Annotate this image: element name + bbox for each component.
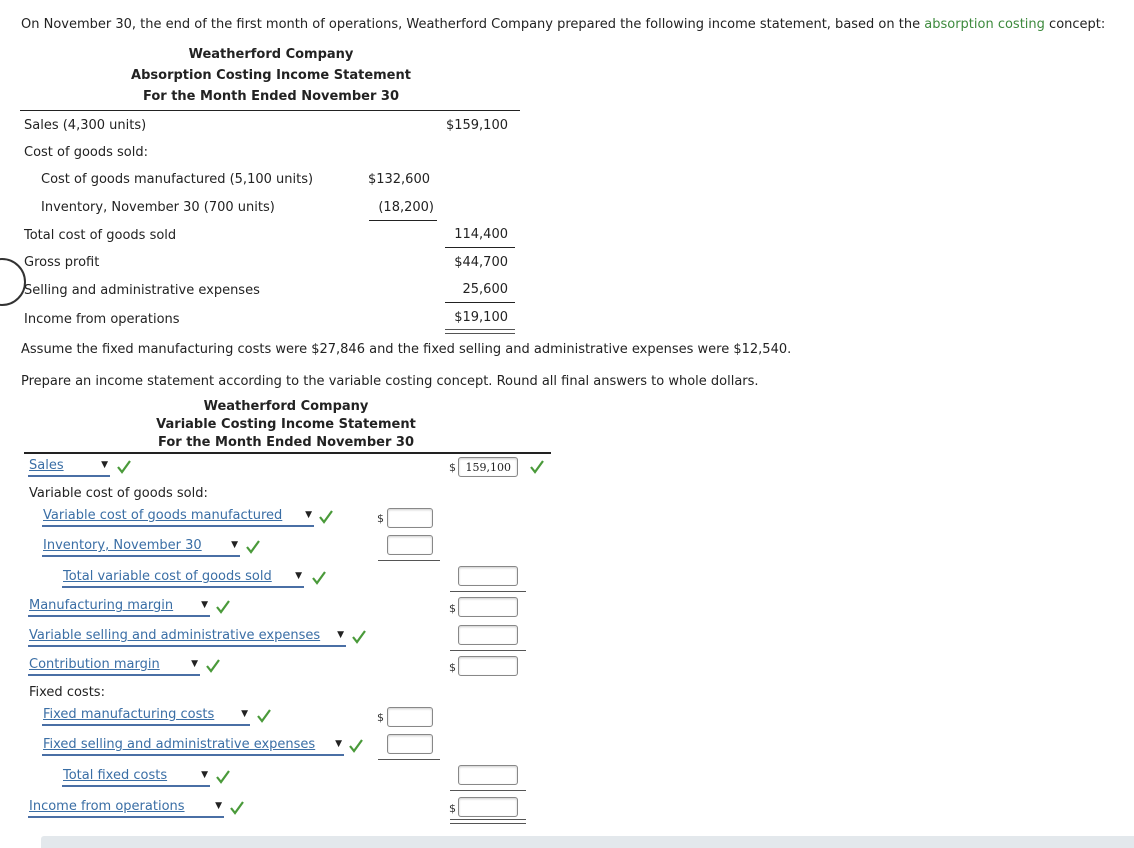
fixed-mfg-input[interactable] bbox=[387, 707, 433, 727]
var-sa-input[interactable] bbox=[458, 625, 518, 645]
currency-symbol: $ bbox=[449, 661, 456, 674]
fixed-sa-input[interactable] bbox=[387, 734, 433, 754]
chevron-down-icon: ▼ bbox=[101, 460, 108, 470]
contribution-input[interactable] bbox=[458, 656, 518, 676]
checkmark-icon bbox=[215, 769, 231, 785]
sales-input[interactable]: 159,100 bbox=[458, 457, 518, 477]
total-fixed-dropdown[interactable] bbox=[62, 769, 210, 787]
var-title-period: For the Month Ended November 30 bbox=[157, 435, 415, 450]
abs-title-statement: Absorption Costing Income Statement bbox=[131, 68, 411, 83]
total-vcogs-dropdown-label: Total variable cost of goods sold bbox=[63, 569, 272, 584]
sales-dropdown[interactable] bbox=[28, 459, 110, 477]
currency-symbol: $ bbox=[449, 602, 456, 615]
checkmark-icon bbox=[245, 539, 261, 555]
checkmark-icon bbox=[318, 509, 334, 525]
vcogs-heading: Variable cost of goods sold: bbox=[29, 486, 208, 501]
abs-double-rule bbox=[445, 329, 515, 334]
chevron-down-icon: ▼ bbox=[305, 510, 312, 520]
prepare-text: Prepare an income statement according to the variable costing concept. Round all final answers to whole dollars. bbox=[21, 374, 759, 389]
chevron-down-icon: ▼ bbox=[201, 770, 208, 780]
checkmark-icon bbox=[351, 629, 367, 645]
subtotal-rule bbox=[450, 790, 526, 791]
total-vcogs-input[interactable] bbox=[458, 566, 518, 586]
abs-col2-rule bbox=[445, 302, 515, 303]
abs-row-label: Cost of goods manufactured (5,100 units) bbox=[41, 172, 314, 187]
intro-text bbox=[21, 17, 1105, 32]
partial-circle-decoration bbox=[0, 258, 26, 306]
currency-symbol: $ bbox=[377, 711, 384, 724]
fixed-mfg-dropdown[interactable] bbox=[42, 708, 250, 726]
abs-title-period: For the Month Ended November 30 bbox=[142, 89, 400, 104]
income-dropdown[interactable] bbox=[28, 800, 224, 818]
final-double-rule bbox=[450, 819, 526, 824]
intro-before: On November 30, the end of the first month of operations, Weatherford Company prepared the following income statement, based on the bbox=[21, 17, 921, 32]
subtotal-rule bbox=[450, 591, 526, 592]
abs-row-label: Sales (4,300 units) bbox=[24, 118, 147, 133]
abs-row-label: Gross profit bbox=[24, 255, 100, 270]
chevron-down-icon: ▼ bbox=[231, 540, 238, 550]
checkmark-icon bbox=[229, 800, 245, 816]
mfg-margin-dropdown[interactable] bbox=[28, 599, 210, 617]
checkmark-icon bbox=[116, 459, 132, 475]
contribution-dropdown[interactable] bbox=[28, 658, 200, 676]
abs-row-label: Cost of goods sold: bbox=[24, 145, 148, 160]
abs-row-col2: $19,100 bbox=[454, 310, 508, 325]
vcgm-input[interactable] bbox=[387, 508, 433, 528]
chevron-down-icon: ▼ bbox=[201, 600, 208, 610]
inventory-dropdown[interactable] bbox=[42, 539, 240, 557]
chevron-down-icon: ▼ bbox=[295, 571, 302, 581]
income-dropdown-label: Income from operations bbox=[29, 799, 185, 814]
checkmark-icon bbox=[256, 708, 272, 724]
abs-header-rule bbox=[20, 110, 520, 111]
abs-row-col2: $44,700 bbox=[454, 255, 508, 270]
abs-row-col2: 114,400 bbox=[454, 227, 508, 242]
absorption-costing-link[interactable]: absorption costing bbox=[924, 17, 1045, 32]
chevron-down-icon: ▼ bbox=[337, 630, 344, 640]
subtotal-rule bbox=[450, 650, 526, 651]
vcgm-dropdown-label: Variable cost of goods manufactured bbox=[43, 508, 283, 523]
currency-symbol: $ bbox=[377, 512, 384, 525]
abs-row-label: Selling and administrative expenses bbox=[24, 283, 260, 298]
var-title-statement: Variable Costing Income Statement bbox=[156, 417, 416, 432]
total-fixed-input[interactable] bbox=[458, 765, 518, 785]
abs-row-col1: $132,600 bbox=[367, 172, 430, 187]
abs-row-label: Inventory, November 30 (700 units) bbox=[41, 200, 275, 215]
checkmark-icon bbox=[205, 658, 221, 674]
intro-after: concept: bbox=[1049, 17, 1106, 32]
assume-text: Assume the fixed manufacturing costs were $27,846 and the fixed selling and administrative expenses were $12,540. bbox=[21, 342, 792, 357]
currency-symbol: $ bbox=[449, 802, 456, 815]
abs-row-col1: (18,200) bbox=[378, 200, 434, 215]
checkmark-icon bbox=[311, 570, 327, 586]
var-title-company: Weatherford Company bbox=[203, 399, 369, 414]
abs-row-col2: 25,600 bbox=[462, 282, 508, 297]
bottom-panel bbox=[41, 836, 1134, 848]
abs-title-company: Weatherford Company bbox=[188, 47, 354, 62]
chevron-down-icon: ▼ bbox=[241, 709, 248, 719]
var-sa-dropdown[interactable] bbox=[28, 629, 346, 647]
income-input[interactable] bbox=[458, 797, 518, 817]
total-vcogs-dropdown[interactable] bbox=[62, 570, 304, 588]
currency-symbol: $ bbox=[449, 461, 456, 474]
subtotal-rule bbox=[378, 759, 440, 760]
checkmark-icon bbox=[529, 459, 545, 475]
sales-dropdown-label: Sales bbox=[29, 458, 64, 473]
inventory-dropdown-label: Inventory, November 30 bbox=[43, 538, 202, 553]
chevron-down-icon: ▼ bbox=[191, 659, 198, 669]
total-fixed-dropdown-label: Total fixed costs bbox=[63, 768, 168, 783]
contribution-dropdown-label: Contribution margin bbox=[29, 657, 160, 672]
fixed-costs-heading: Fixed costs: bbox=[29, 685, 105, 700]
var-sa-dropdown-label: Variable selling and administrative expenses bbox=[29, 628, 321, 643]
vcgm-dropdown[interactable] bbox=[42, 509, 314, 527]
mfg-margin-input[interactable] bbox=[458, 597, 518, 617]
fixed-mfg-dropdown-label: Fixed manufacturing costs bbox=[43, 707, 215, 722]
inventory-input[interactable] bbox=[387, 535, 433, 555]
chevron-down-icon: ▼ bbox=[335, 739, 342, 749]
var-header-rule bbox=[24, 452, 551, 454]
abs-col2-rule bbox=[445, 247, 515, 248]
checkmark-icon bbox=[348, 738, 364, 754]
abs-col1-rule bbox=[369, 220, 437, 221]
abs-row-label: Income from operations bbox=[24, 312, 180, 327]
subtotal-rule bbox=[378, 560, 440, 561]
abs-row-label: Total cost of goods sold bbox=[24, 228, 177, 243]
checkmark-icon bbox=[215, 599, 231, 615]
fixed-sa-dropdown[interactable] bbox=[42, 738, 344, 756]
fixed-sa-dropdown-label: Fixed selling and administrative expenses bbox=[43, 737, 316, 752]
chevron-down-icon: ▼ bbox=[215, 801, 222, 811]
abs-row-col2: $159,100 bbox=[445, 118, 508, 133]
mfg-margin-dropdown-label: Manufacturing margin bbox=[29, 598, 174, 613]
